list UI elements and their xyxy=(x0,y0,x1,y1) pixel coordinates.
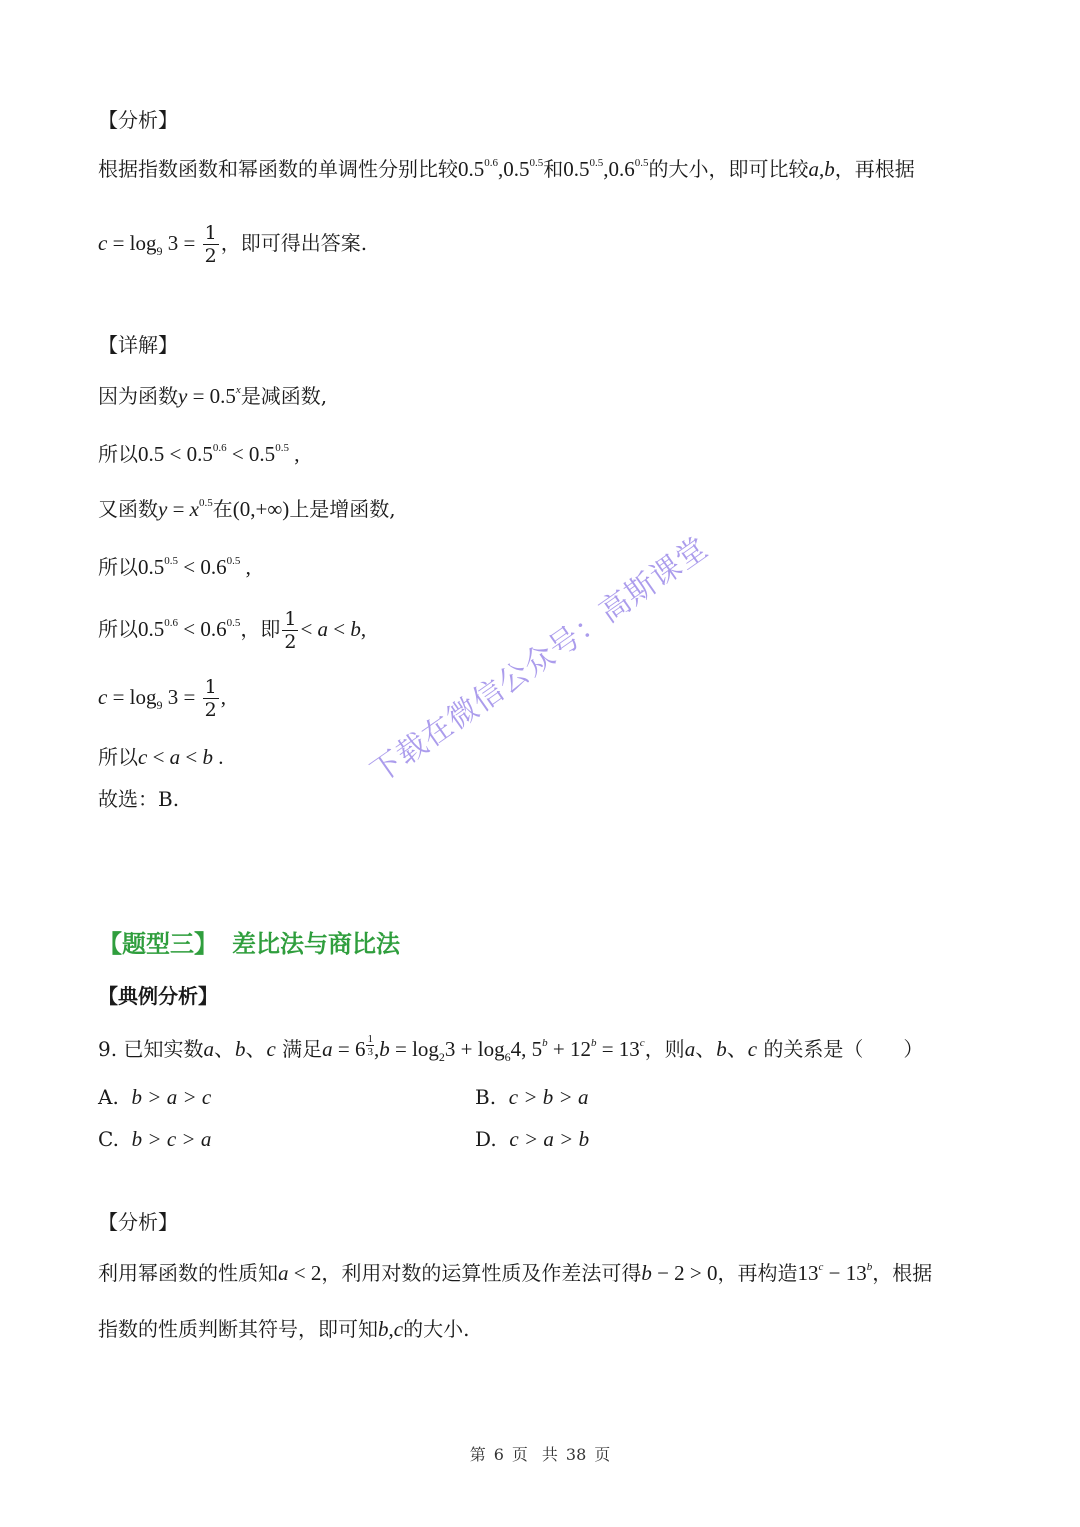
option-d[interactable]: D. c > a > b xyxy=(475,1127,590,1151)
section-title: 【题型三】 差比法与商比法 xyxy=(98,929,400,958)
analysis2-heading: 【分析】 xyxy=(98,1210,178,1234)
detail-step-2: 所以$0.5 < 0.5^{0.6} < 0.5^{0.5}$ , xyxy=(98,442,300,466)
section-subtitle: 【典例分析】 xyxy=(98,984,218,1008)
option-c[interactable]: C. b > c > a xyxy=(98,1127,212,1151)
detail-step-6: $c = \log_9 3$ = $\frac{1}{2}$ , xyxy=(98,676,226,721)
analysis-heading: 【分析】 xyxy=(98,108,178,132)
analysis-line-2: $c = \log_9 3$ = $\frac{1}{2}$ ，即可得出答案. xyxy=(98,222,368,267)
analysis2-line-1: 利用幂函数的性质知a < 2，利用对数的运算性质及作差法可得b − 2 > 0，再构造$13^c - 13^b$，根据 xyxy=(98,1261,933,1285)
detail-step-1: 因为函数$y = 0.5^x$是减函数, xyxy=(98,384,328,408)
detail-step-5: 所以$0.5^{0.6} < 0.6^{0.5}$，即 $\frac{1}{2}$ < a < b, xyxy=(98,608,367,653)
detail-step-3: 又函数$y = x^{0.5}$在(0,+∞)上是增函数, xyxy=(98,497,396,521)
detail-step-4: 所以$0.5^{0.5} < 0.6^{0.5}$ , xyxy=(98,555,251,579)
analysis-line-1: 根据指数函数和幂函数的单调性分别比较$0.5^{0.6},0.5^{0.5}$和$0.5^{0.5},0.6^{0.5}$的大小，即可比较a,b，再根据 xyxy=(98,157,915,181)
option-a[interactable]: A. b > a > c xyxy=(98,1085,212,1109)
detail-answer: 故选：B. xyxy=(98,787,180,811)
option-b[interactable]: B. c > b > a xyxy=(475,1085,589,1109)
detail-step-7: 所以c < a < b . xyxy=(98,745,224,769)
analysis2-line-2: 指数的性质判断其符号，即可知b,c的大小. xyxy=(98,1317,470,1341)
page-footer: 第 6 页 共 38 页 xyxy=(469,1445,611,1464)
detail-heading: 【详解】 xyxy=(98,333,178,357)
watermark: 下载在微信公众号：高斯课堂 xyxy=(364,530,715,791)
question-stem: 9. 已知实数a、b、c 满足a = 6 $\frac{1}{3}$ $,b = \log_23 + \log_64$, $5^b + 12^b = 13^c$，则a、b、c 的关系是（ ） xyxy=(98,1033,924,1064)
